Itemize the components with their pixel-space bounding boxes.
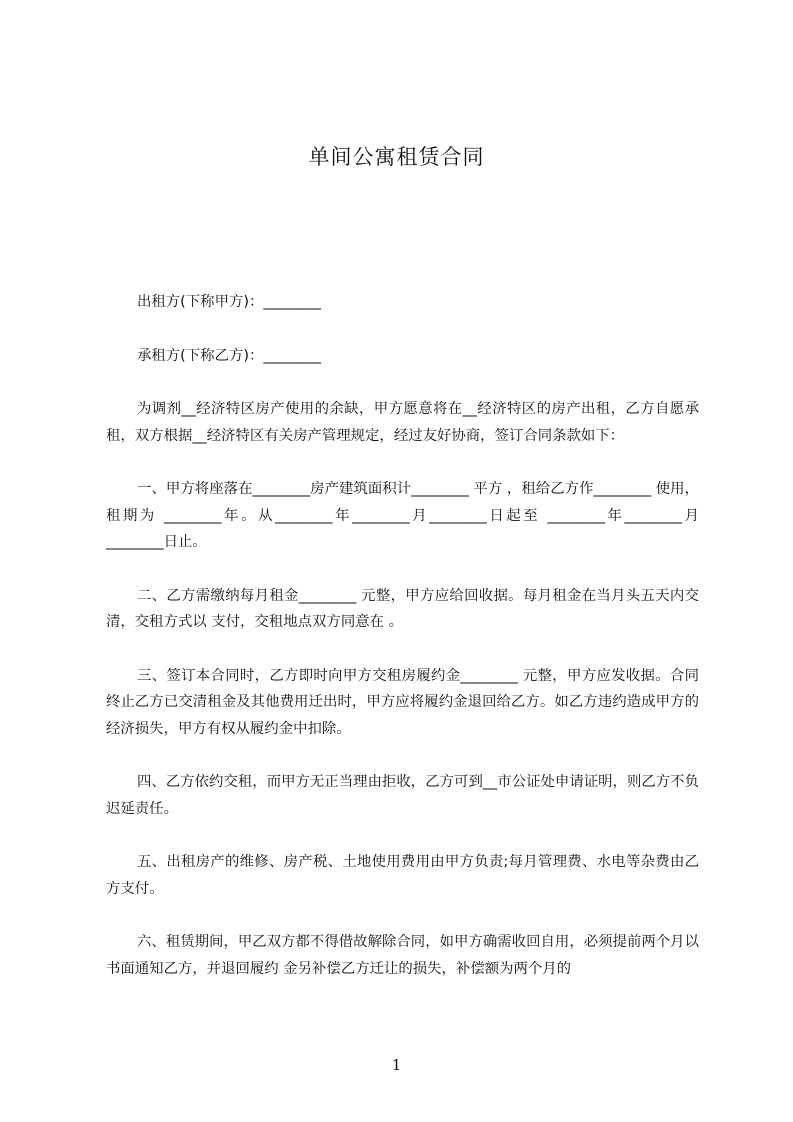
lessee-line: 承租方(下称乙方)：________: [137, 347, 321, 364]
lessor-line: 出租方(下称甲方)：________: [137, 294, 321, 310]
clause-6-paragraph: 六、租赁期间，甲乙双方都不得借故解除合同，如甲方确需收回自用，必须提前两个月以书面通知乙方，并退回履约 金另补偿乙方迁让的损失，补偿额为两个月的: [106, 934, 699, 977]
document-title: 单间公寓租赁合同: [308, 145, 485, 169]
clause-1-paragraph: 一、甲方将座落在________房产建筑面积计________ 平方 ，租给乙方作________ 使用，租期为 ________年。从________年________月________日起至 ________年________月________日止。: [106, 481, 699, 550]
preamble-paragraph: 为调剂__经济特区房产使用的余缺，甲方愿意将在__经济特区的房产出租，乙方自愿承租，双方根据__经济特区有关房产管理规定，经过友好协商，签订合同条款如下：: [106, 401, 699, 444]
clause-3-paragraph: 三、签订本合同时，乙方即时向甲方交租房履约金________ 元整，甲方应发收据。合同终止乙方已交清租金及其他费用迁出时，甲方应将履约金退回给乙方。如乙方违约造成甲方的经济损失，甲方有权从履约金中扣除。: [106, 667, 699, 737]
clause-2-paragraph: 二、乙方需缴纳每月租金________ 元整，甲方应给回收据。每月租金在当月头五天内交清，交租方式以 支付，交租地点双方同意在 。: [106, 587, 699, 630]
page-number: 1: [391, 1056, 402, 1074]
clause-5-paragraph: 五、出租房产的维修、房产税、土地使用费用由甲方负责;每月管理费、水电等杂费由乙方支付。: [106, 854, 699, 897]
document-body: [106, 289, 699, 1009]
clause-4-paragraph: 四、乙方依约交租，而甲方无正当理由拒收，乙方可到__市公证处申请证明，则乙方不负迟延责任。: [106, 774, 699, 817]
